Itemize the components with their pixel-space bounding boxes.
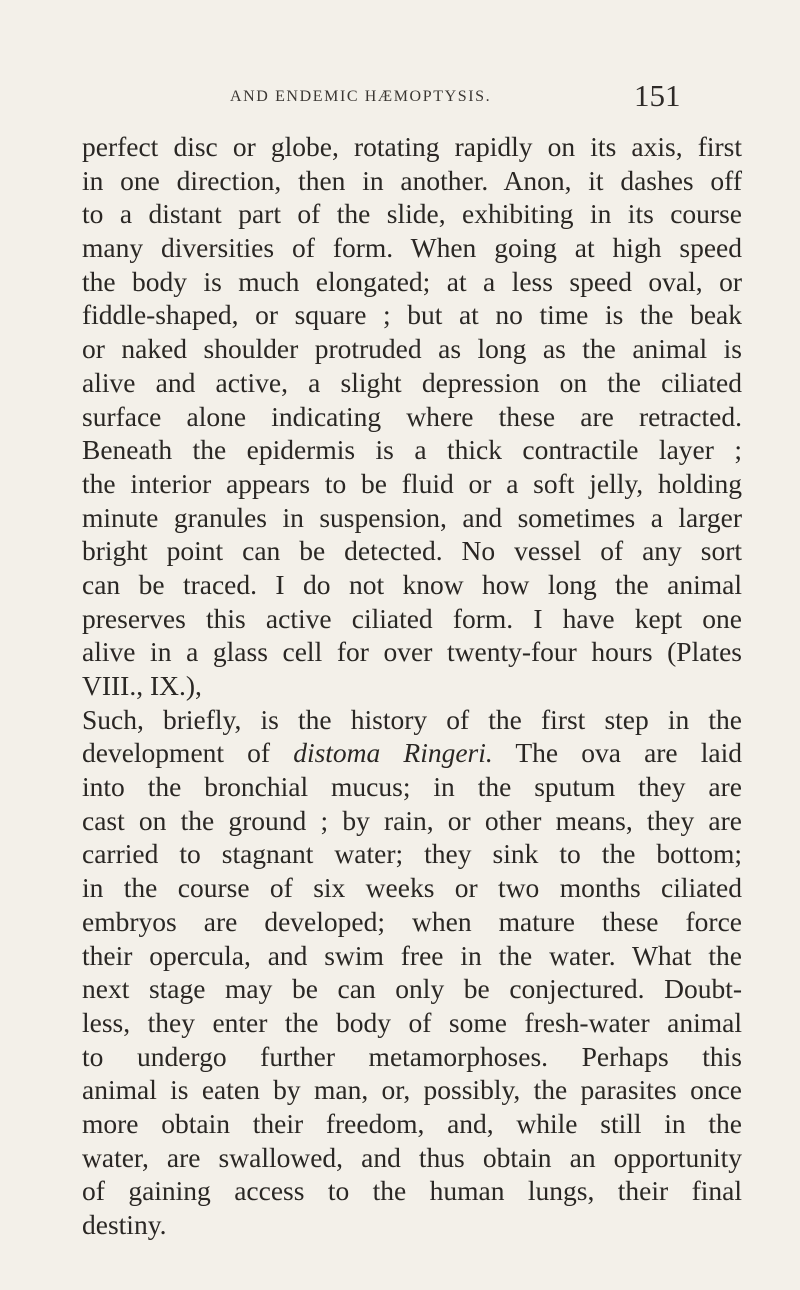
- species-name: distoma Ringeri.: [293, 737, 493, 769]
- text-line-19: [82, 736, 742, 770]
- text-line-18: Such, briefly, is the history of the first step in the: [82, 703, 742, 735]
- running-head: AND ENDEMIC HÆMOPTYSIS.: [230, 88, 492, 105]
- text-line-27: less, they enter the body of some fresh-water animal: [82, 1006, 742, 1038]
- text-line-1: perfect disc or globe, rotating rapidly on its axis, first: [82, 131, 742, 162]
- text-line-19-start: development of: [82, 737, 294, 769]
- text-line-9: surface alone indicating where these are retracted.: [82, 400, 742, 432]
- text-line-21: cast on the ground ; by rain, or other means, they are: [82, 804, 742, 836]
- body-text: [82, 130, 742, 1242]
- text-line-14: can be traced. I do not know how long the animal: [82, 568, 742, 600]
- text-line-33: destiny.: [82, 1209, 167, 1240]
- text-line-23: in the course of six weeks or two months ciliated: [82, 872, 742, 904]
- text-line-24: embryos are developed; when mature these force: [82, 905, 742, 937]
- text-line-16: alive in a glass cell for over twenty-four hours (Plates: [82, 636, 742, 668]
- text-line-3: to a distant part of the slide, exhibiting in its course: [82, 198, 742, 230]
- text-line-13: bright point can be detected. No vessel of any sort: [82, 535, 742, 567]
- text-line-19-end: The ova are laid: [492, 737, 742, 769]
- text-line-22: carried to stagnant water; they sink to the bottom;: [82, 838, 742, 870]
- text-line-28: to undergo further metamorphoses. Perhaps this: [82, 1040, 742, 1072]
- text-line-26: next stage may be can only be conjectured. Doubt-: [82, 973, 742, 1005]
- text-line-11: the interior appears to be fluid or a soft jelly, holding: [82, 467, 742, 499]
- text-line-8: alive and active, a slight depression on the ciliated: [82, 366, 742, 398]
- text-line-32: of gaining access to the human lungs, their final: [82, 1175, 742, 1207]
- text-line-20: into the bronchial mucus; in the sputum they are: [82, 771, 742, 803]
- text-line-5: the body is much elongated; at a less speed oval, or: [82, 265, 742, 297]
- text-line-17: VIII., IX.),: [82, 670, 202, 701]
- page-number: 151: [634, 78, 681, 113]
- text-line-10: Beneath the epidermis is a thick contractile layer ;: [82, 434, 742, 466]
- text-line-31: water, are swallowed, and thus obtain an opportunity: [82, 1141, 742, 1173]
- text-line-15: preserves this active ciliated form. I have kept one: [82, 602, 742, 634]
- text-line-4: many diversities of form. When going at high speed: [82, 232, 742, 264]
- text-line-6: fiddle-shaped, or square ; but at no time is the beak: [82, 299, 742, 331]
- text-line-7: or naked shoulder protruded as long as the animal is: [82, 333, 742, 365]
- text-line-25: their opercula, and swim free in the water. What the: [82, 939, 742, 971]
- text-line-2: in one direction, then in another. Anon, it dashes off: [82, 164, 742, 196]
- text-line-30: more obtain their freedom, and, while still in the: [82, 1107, 742, 1139]
- text-line-12: minute granules in suspension, and sometimes a larger: [82, 501, 742, 533]
- text-line-29: animal is eaten by man, or, possibly, the parasites once: [82, 1074, 742, 1106]
